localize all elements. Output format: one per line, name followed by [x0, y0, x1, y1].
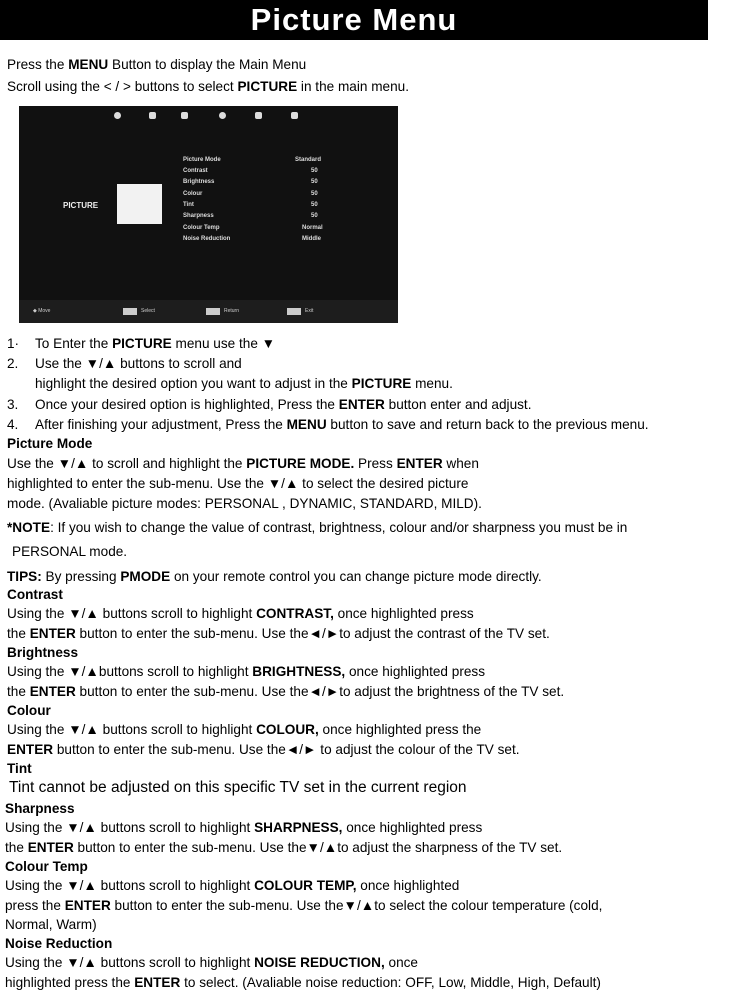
- section-heading: [5, 936, 112, 952]
- contrast-line-1: [7, 606, 474, 622]
- text: once highlighted press the: [318, 722, 482, 737]
- text: once: [384, 955, 418, 970]
- step-number: 4.: [7, 417, 19, 432]
- noise-reduction-line-1: [5, 955, 418, 971]
- colour-temp-line-2: [5, 898, 602, 914]
- text: button enter and adjust.: [384, 397, 532, 412]
- text: in the main menu.: [297, 79, 409, 94]
- intro-line-2: [7, 79, 409, 95]
- tips-line: [7, 569, 542, 585]
- text: press the: [5, 898, 65, 913]
- section-heading: [5, 801, 75, 817]
- step-2a: Use the ▼/▲ buttons to scroll and: [35, 356, 242, 371]
- screen-row-value: Standard: [295, 157, 322, 163]
- screen-row-label: Noise Reduction: [183, 236, 231, 242]
- keyword: ENTER: [64, 898, 111, 913]
- colour-temp-line-1: [5, 878, 459, 894]
- keyword: ENTER: [134, 975, 181, 990]
- text: button to save and return back to the previous menu.: [326, 417, 649, 432]
- screen-footer: [19, 300, 398, 323]
- screen-row-value: Normal: [302, 225, 323, 231]
- picture-icon: [114, 112, 121, 119]
- screen-row-value: Middle: [302, 236, 321, 242]
- text: Press the: [7, 57, 69, 72]
- text: Button to display the Main Menu: [108, 57, 307, 72]
- screen-row-value: 50: [311, 191, 318, 197]
- text: Once your desired option is highlighted, Press the: [35, 397, 339, 412]
- move-label: Move: [38, 308, 51, 314]
- keyword: ENTER: [396, 456, 443, 471]
- brightness-line-1: [7, 664, 485, 680]
- heading-text: Contrast: [7, 587, 63, 602]
- text: button to enter the sub-menu. Use the◄/►to adjust the contrast of the TV set.: [75, 626, 550, 641]
- section-heading: [7, 703, 51, 719]
- contrast-line-2: [7, 626, 550, 642]
- heading-text: Colour: [7, 703, 51, 718]
- text: Using the ▼/▲ buttons scroll to highlight: [7, 606, 257, 621]
- return-hint: Return: [224, 308, 240, 314]
- text: Using the ▼/▲ buttons scroll to highlight: [5, 878, 255, 893]
- keyword: ENTER: [338, 397, 385, 412]
- keyword: CONTRAST,: [256, 606, 334, 621]
- tint-line-1: Tint cannot be adjusted on this specific TV set in the current region: [9, 779, 467, 796]
- heading-text: Tint: [7, 761, 32, 776]
- menu-key-icon: [123, 308, 137, 315]
- keyword: COLOUR,: [256, 722, 319, 737]
- step-number: 1·: [7, 336, 20, 351]
- screen-row-label: Tint: [183, 202, 194, 208]
- text: to select. (Avaliable noise reduction: OFF, Low, Middle, High, Default): [180, 975, 601, 990]
- colour-line-1: [7, 722, 481, 738]
- text: highlight the desired option you want to adjust in the: [35, 376, 352, 391]
- step-number: 2.: [7, 356, 19, 371]
- text: Using the ▼/▲ buttons scroll to highlight: [5, 955, 255, 970]
- text: button to enter the sub-menu. Use the▼/▲to select the colour temperature (cold,: [110, 898, 603, 913]
- note-line-2: PERSONAL mode.: [12, 544, 128, 559]
- keyword: NOISE REDUCTION,: [254, 955, 385, 970]
- heading-text: Brightness: [7, 645, 79, 660]
- screen-row-label: Contrast: [183, 168, 208, 174]
- keyword: TIPS:: [7, 569, 42, 584]
- text: button to enter the sub-menu. Use the◄/►to adjust the brightness of the TV set.: [75, 684, 565, 699]
- text: when: [442, 456, 479, 471]
- keyword: PMODE: [120, 569, 171, 584]
- select-hint: Select: [141, 308, 155, 314]
- text: once highlighted press: [333, 606, 474, 621]
- text: Scroll using the < / > buttons to select: [7, 79, 238, 94]
- keyword: PICTURE: [237, 79, 298, 94]
- step-3: [35, 397, 531, 413]
- text: menu.: [411, 376, 453, 391]
- screen-row-value: 50: [311, 213, 318, 219]
- keyword: BRIGHTNESS,: [252, 664, 346, 679]
- text: Using the ▼/▲buttons scroll to highlight: [7, 664, 253, 679]
- section-heading: [7, 587, 63, 603]
- section-heading: [5, 859, 88, 875]
- sharpness-line-2: [5, 840, 562, 856]
- text: the: [7, 684, 30, 699]
- text: To Enter the: [35, 336, 113, 351]
- screen-row-value: 50: [311, 168, 318, 174]
- page-title: Picture Menu: [0, 0, 708, 40]
- noise-reduction-line-2: [5, 975, 601, 991]
- move-hint: ◆ Move: [33, 308, 51, 314]
- heading-text: Noise Reduction: [5, 936, 113, 951]
- text: Use the ▼/▲ to scroll and highlight the: [7, 456, 247, 471]
- keyword: *NOTE: [7, 520, 51, 535]
- exit-key-icon: [287, 308, 301, 315]
- text: once highlighted press: [345, 664, 486, 679]
- tv-icon: [149, 112, 156, 119]
- intro-line-1: [7, 57, 306, 73]
- screen-row-label: Colour: [183, 191, 203, 197]
- keyword: ENTER: [29, 626, 76, 641]
- screen-row-value: 50: [311, 202, 318, 208]
- menu-icon-bar: [19, 106, 398, 130]
- text: the: [7, 626, 30, 641]
- section-heading: [7, 436, 92, 452]
- music-note-icon: [181, 112, 188, 119]
- text: After finishing your adjustment, Press the: [35, 417, 287, 432]
- text: the: [5, 840, 28, 855]
- section-heading: [7, 645, 78, 661]
- keyword: ENTER: [7, 742, 54, 757]
- enter-key-icon: [206, 308, 220, 315]
- keyword: MENU: [286, 417, 327, 432]
- step-2b: [35, 376, 453, 392]
- preview-thumbnail: [117, 184, 162, 224]
- lock-icon: [255, 112, 262, 119]
- screen-row-label: Picture Mode: [183, 157, 221, 163]
- screen-row-value: 50: [311, 179, 318, 185]
- text: highlighted press the: [5, 975, 135, 990]
- text: : If you wish to change the value of contrast, brightness, colour and/or sharpness you must be in: [50, 520, 628, 535]
- tv-menu-screenshot: [19, 106, 398, 323]
- clock-icon: [219, 112, 226, 119]
- exit-hint: Exit: [305, 308, 314, 314]
- text: By pressing: [41, 569, 121, 584]
- keyword: SHARPNESS,: [254, 820, 343, 835]
- keyword: MENU: [68, 57, 109, 72]
- screen-row-label: Sharpness: [183, 213, 214, 219]
- heading-text: Picture Mode: [7, 436, 93, 451]
- keyword: ENTER: [27, 840, 74, 855]
- text: Press: [354, 456, 397, 471]
- keyword: ENTER: [29, 684, 76, 699]
- text: button to enter the sub-menu. Use the▼/▲to adjust the sharpness of the TV set.: [73, 840, 563, 855]
- step-1: [35, 336, 275, 352]
- picture-mode-line-1: [7, 456, 479, 472]
- colour-temp-line-3: Normal, Warm): [5, 917, 97, 932]
- text: Using the ▼/▲ buttons scroll to highlight: [5, 820, 255, 835]
- keyword: PICTURE: [351, 376, 412, 391]
- step-4: [35, 417, 649, 433]
- screen-row-label: Colour Temp: [183, 225, 220, 231]
- picture-mode-line-2: highlighted to enter the sub-menu. Use the ▼/▲ to select the desired picture: [7, 476, 469, 491]
- brightness-line-2: [7, 684, 564, 700]
- text: button to enter the sub-menu. Use the◄/► to adjust the colour of the TV set.: [53, 742, 520, 757]
- text: on your remote control you can change picture mode directly.: [170, 569, 542, 584]
- keyword: PICTURE: [112, 336, 172, 351]
- colour-line-2: [7, 742, 520, 758]
- text: once highlighted press: [342, 820, 483, 835]
- section-heading: [7, 761, 32, 777]
- keyword: COLOUR TEMP,: [254, 878, 357, 893]
- setup-icon: [291, 112, 298, 119]
- note-line-1: [7, 520, 627, 536]
- text: once highlighted: [356, 878, 460, 893]
- step-number: 3.: [7, 397, 19, 412]
- text: menu use the ▼: [171, 336, 276, 351]
- heading-text: Colour Temp: [5, 859, 88, 874]
- heading-text: Sharpness: [5, 801, 75, 816]
- sharpness-line-1: [5, 820, 482, 836]
- picture-mode-line-3: mode. (Avaliable picture modes: PERSONAL , DYNAMIC, STANDARD, MILD).: [7, 496, 482, 511]
- screen-section-title: PICTURE: [63, 201, 99, 210]
- keyword: PICTURE MODE.: [246, 456, 355, 471]
- screen-row-label: Brightness: [183, 179, 215, 185]
- text: Using the ▼/▲ buttons scroll to highlight: [7, 722, 257, 737]
